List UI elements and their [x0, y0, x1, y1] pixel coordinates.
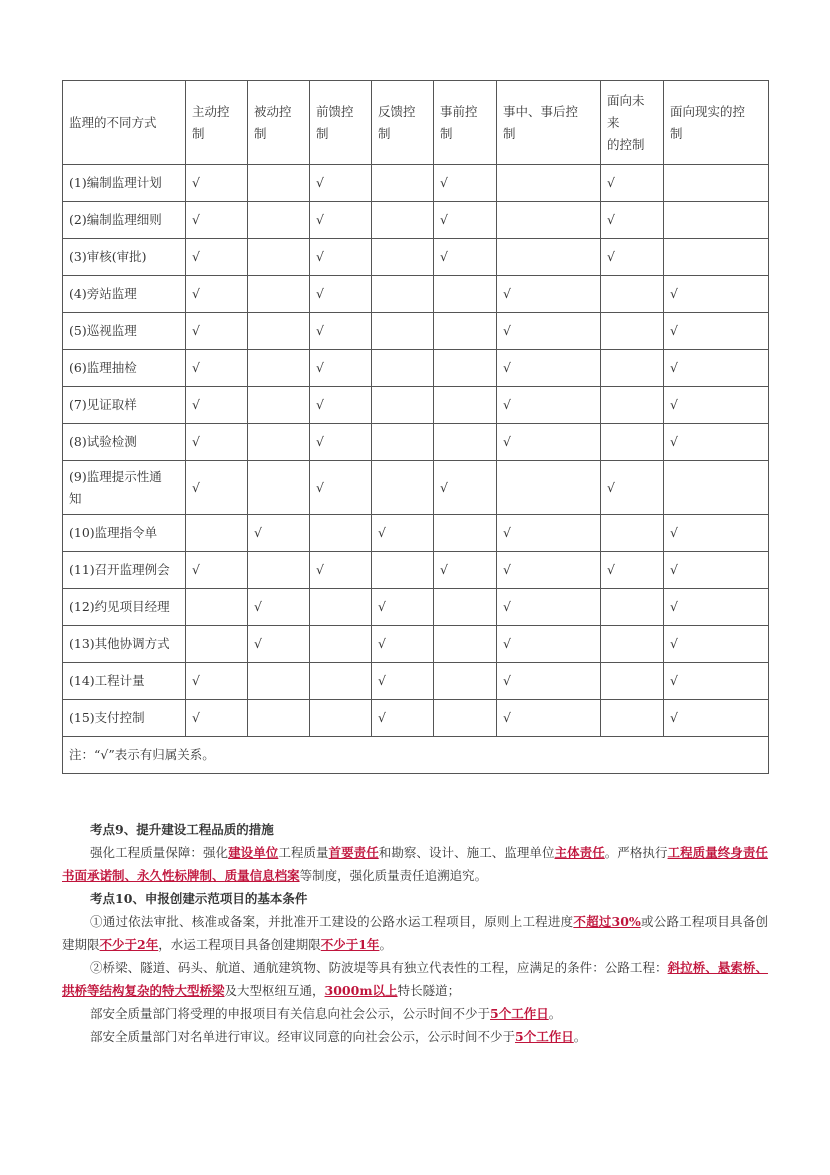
check-cell — [372, 387, 434, 424]
check-cell — [372, 424, 434, 461]
check-cell: √ — [664, 313, 769, 350]
check-cell: √ — [601, 461, 664, 515]
check-cell: √ — [372, 663, 434, 700]
check-cell — [601, 313, 664, 350]
check-cell — [601, 276, 664, 313]
check-cell: √ — [497, 663, 601, 700]
check-cell — [434, 424, 497, 461]
table-row — [63, 461, 769, 515]
table-row — [63, 313, 769, 350]
row-label: (13)其他协调方式 — [63, 626, 186, 663]
check-cell — [601, 626, 664, 663]
check-cell — [372, 202, 434, 239]
check-cell: √ — [310, 424, 372, 461]
section-10-title: 考点10、申报创建示范项目的基本条件 — [90, 891, 308, 906]
table-row — [63, 350, 769, 387]
section-10-paragraph-3: 部安全质量部门将受理的申报项目有关信息向社会公示，公示时间不少于5个工作日。 — [90, 1006, 562, 1021]
section-10-paragraph-1: ①通过依法审批、核准或备案，并批准开工建设的公路水运工程项目，原则上工程进度不超过30%或公路工程项目具备创建期限不少于2年，水运工程项目具备创建期限不少于1年。 — [62, 914, 768, 952]
row-label: (11)召开监理例会 — [63, 552, 186, 589]
check-cell: √ — [601, 239, 664, 276]
header-cell: 监理的不同方式 — [63, 81, 186, 165]
header-cell: 主动控 制 — [186, 81, 248, 165]
check-cell: √ — [310, 276, 372, 313]
check-cell: √ — [186, 387, 248, 424]
check-cell — [497, 165, 601, 202]
check-cell — [248, 700, 310, 737]
check-cell: √ — [186, 663, 248, 700]
check-cell — [664, 202, 769, 239]
table-row — [63, 387, 769, 424]
check-cell: √ — [248, 515, 310, 552]
header-cell: 被动控 制 — [248, 81, 310, 165]
check-cell: √ — [434, 202, 497, 239]
check-cell: √ — [186, 165, 248, 202]
row-label: (4)旁站监理 — [63, 276, 186, 313]
check-cell — [601, 515, 664, 552]
check-cell: √ — [601, 202, 664, 239]
check-cell — [248, 663, 310, 700]
check-cell: √ — [186, 276, 248, 313]
check-cell — [310, 700, 372, 737]
check-cell — [248, 276, 310, 313]
check-cell — [434, 276, 497, 313]
check-cell: √ — [497, 350, 601, 387]
check-cell: √ — [372, 589, 434, 626]
check-cell — [497, 461, 601, 515]
check-cell: √ — [310, 350, 372, 387]
highlight: 5个工作日 — [515, 1029, 574, 1044]
check-cell: √ — [372, 626, 434, 663]
row-label: (7)见证取样 — [63, 387, 186, 424]
header-cell: 面向现实的控 制 — [664, 81, 769, 165]
check-cell — [434, 515, 497, 552]
check-cell — [497, 202, 601, 239]
highlight: 斜拉桥、悬索桥、拱桥等结构复杂的特大型桥梁 — [62, 960, 768, 998]
check-cell: √ — [497, 424, 601, 461]
check-cell: √ — [664, 424, 769, 461]
control-methods-table — [62, 80, 769, 774]
table-header-row — [63, 81, 769, 165]
row-label: (9)监理提示性通 知 — [63, 461, 186, 515]
check-cell: √ — [497, 387, 601, 424]
header-cell: 前馈控 制 — [310, 81, 372, 165]
check-cell — [434, 626, 497, 663]
check-cell — [372, 313, 434, 350]
check-cell: √ — [664, 589, 769, 626]
highlight: 不超过30% — [573, 914, 641, 929]
check-cell: √ — [372, 700, 434, 737]
check-cell: √ — [664, 552, 769, 589]
check-cell: √ — [310, 387, 372, 424]
check-cell: √ — [186, 461, 248, 515]
check-cell — [497, 239, 601, 276]
check-cell: √ — [497, 589, 601, 626]
check-cell — [434, 589, 497, 626]
row-label: (14)工程计量 — [63, 663, 186, 700]
check-cell: √ — [310, 239, 372, 276]
check-cell — [372, 552, 434, 589]
check-cell: √ — [372, 515, 434, 552]
table-row — [63, 276, 769, 313]
check-cell — [248, 239, 310, 276]
row-label: (2)编制监理细则 — [63, 202, 186, 239]
check-cell: √ — [664, 276, 769, 313]
section-9-title: 考点9、提升建设工程品质的措施 — [90, 822, 274, 837]
row-label: (1)编制监理计划 — [63, 165, 186, 202]
check-cell — [372, 239, 434, 276]
highlight: 3000m以上 — [324, 983, 398, 998]
table-row — [63, 663, 769, 700]
check-cell: √ — [601, 165, 664, 202]
section-10-paragraph-2: ②桥梁、隧道、码头、航道、通航建筑物、防波堤等具有独立代表性的工程，应满足的条件：公路工程：斜拉桥、悬索桥、拱桥等结构复杂的特大型桥梁及大型枢纽互通，3000m以上特长隧道； — [62, 960, 768, 998]
table-note-row — [63, 737, 769, 774]
check-cell: √ — [497, 552, 601, 589]
check-cell: √ — [434, 239, 497, 276]
check-cell — [372, 461, 434, 515]
check-cell — [248, 552, 310, 589]
check-cell: √ — [601, 552, 664, 589]
check-cell: √ — [248, 626, 310, 663]
check-cell: √ — [186, 350, 248, 387]
header-cell: 事前控 制 — [434, 81, 497, 165]
check-cell — [248, 387, 310, 424]
highlight: 5个工作日 — [490, 1006, 549, 1021]
check-cell — [434, 387, 497, 424]
check-cell — [186, 515, 248, 552]
table-row — [63, 424, 769, 461]
check-cell: √ — [434, 461, 497, 515]
check-cell: √ — [310, 165, 372, 202]
row-label: (10)监理指令单 — [63, 515, 186, 552]
check-cell: √ — [497, 313, 601, 350]
check-cell — [434, 313, 497, 350]
table-row — [63, 515, 769, 552]
check-cell: √ — [497, 626, 601, 663]
section-9 — [62, 818, 768, 887]
check-cell — [372, 165, 434, 202]
table-row — [63, 165, 769, 202]
table-row — [63, 589, 769, 626]
check-cell — [601, 589, 664, 626]
check-cell — [372, 350, 434, 387]
check-cell: √ — [186, 552, 248, 589]
check-cell — [664, 461, 769, 515]
check-cell — [601, 663, 664, 700]
check-cell — [601, 350, 664, 387]
check-cell — [434, 350, 497, 387]
check-cell: √ — [434, 552, 497, 589]
header-cell: 面向未 来 的控制 — [601, 81, 664, 165]
check-cell: √ — [186, 424, 248, 461]
section-9-paragraph: 强化工程质量保障：强化建设单位工程质量首要责任和勘察、设计、施工、监理单位主体责任。严格执行工程质量终身责任书面承诺制、永久性标牌制、质量信息档案等制度，强化质量责任追溯追究。 — [62, 845, 768, 883]
check-cell: √ — [310, 552, 372, 589]
check-cell — [664, 239, 769, 276]
header-cell: 事中、事后控 制 — [497, 81, 601, 165]
row-label: (12)约见项目经理 — [63, 589, 186, 626]
check-cell: √ — [664, 626, 769, 663]
check-cell — [186, 626, 248, 663]
check-cell — [310, 663, 372, 700]
check-cell — [248, 461, 310, 515]
highlight: 质量信息档案 — [224, 868, 300, 883]
row-label: (15)支付控制 — [63, 700, 186, 737]
table-row — [63, 626, 769, 663]
section-10 — [62, 887, 768, 1048]
check-cell: √ — [664, 350, 769, 387]
check-cell — [248, 424, 310, 461]
highlight: 主体责任 — [554, 845, 605, 860]
check-cell — [601, 387, 664, 424]
check-cell — [601, 700, 664, 737]
check-cell: √ — [497, 700, 601, 737]
check-cell — [186, 589, 248, 626]
check-cell — [248, 350, 310, 387]
check-cell — [601, 424, 664, 461]
check-cell — [248, 313, 310, 350]
check-cell — [310, 626, 372, 663]
table-row — [63, 700, 769, 737]
check-cell — [310, 515, 372, 552]
highlight: 不少于2年 — [99, 937, 159, 952]
table-row — [63, 552, 769, 589]
highlight: 、 — [124, 868, 138, 883]
highlight: 、 — [212, 868, 225, 883]
highlight: 首要责任 — [328, 845, 379, 860]
check-cell: √ — [664, 387, 769, 424]
table-body — [63, 165, 769, 737]
check-cell: √ — [186, 313, 248, 350]
check-cell: √ — [186, 202, 248, 239]
check-cell — [434, 663, 497, 700]
check-cell: √ — [434, 165, 497, 202]
row-label: (6)监理抽检 — [63, 350, 186, 387]
table-row — [63, 202, 769, 239]
section-10-paragraph-4: 部安全质量部门对名单进行审议。经审议同意的向社会公示，公示时间不少于5个工作日。 — [90, 1029, 587, 1044]
row-label: (3)审核(审批) — [63, 239, 186, 276]
check-cell: √ — [248, 589, 310, 626]
row-label: (5)巡视监理 — [63, 313, 186, 350]
check-cell: √ — [186, 239, 248, 276]
check-cell: √ — [186, 700, 248, 737]
check-cell: √ — [310, 313, 372, 350]
check-cell: √ — [664, 700, 769, 737]
highlight: 不少于1年 — [320, 937, 380, 952]
row-label: (8)试验检测 — [63, 424, 186, 461]
table-row — [63, 239, 769, 276]
highlight: 建设单位 — [228, 845, 279, 860]
highlight: 工程质量终身责任书面承诺制 — [62, 845, 768, 883]
check-cell — [434, 700, 497, 737]
highlight: 永久性标牌制 — [137, 868, 213, 883]
check-cell: √ — [664, 515, 769, 552]
check-cell: √ — [497, 276, 601, 313]
check-cell — [248, 202, 310, 239]
check-cell — [664, 165, 769, 202]
check-cell — [310, 589, 372, 626]
check-cell: √ — [310, 461, 372, 515]
check-cell: √ — [664, 663, 769, 700]
check-cell: √ — [310, 202, 372, 239]
check-cell — [372, 276, 434, 313]
table-note: 注：“√”表示有归属关系。 — [63, 737, 769, 774]
header-cell: 反馈控 制 — [372, 81, 434, 165]
check-cell — [248, 165, 310, 202]
check-cell: √ — [497, 515, 601, 552]
